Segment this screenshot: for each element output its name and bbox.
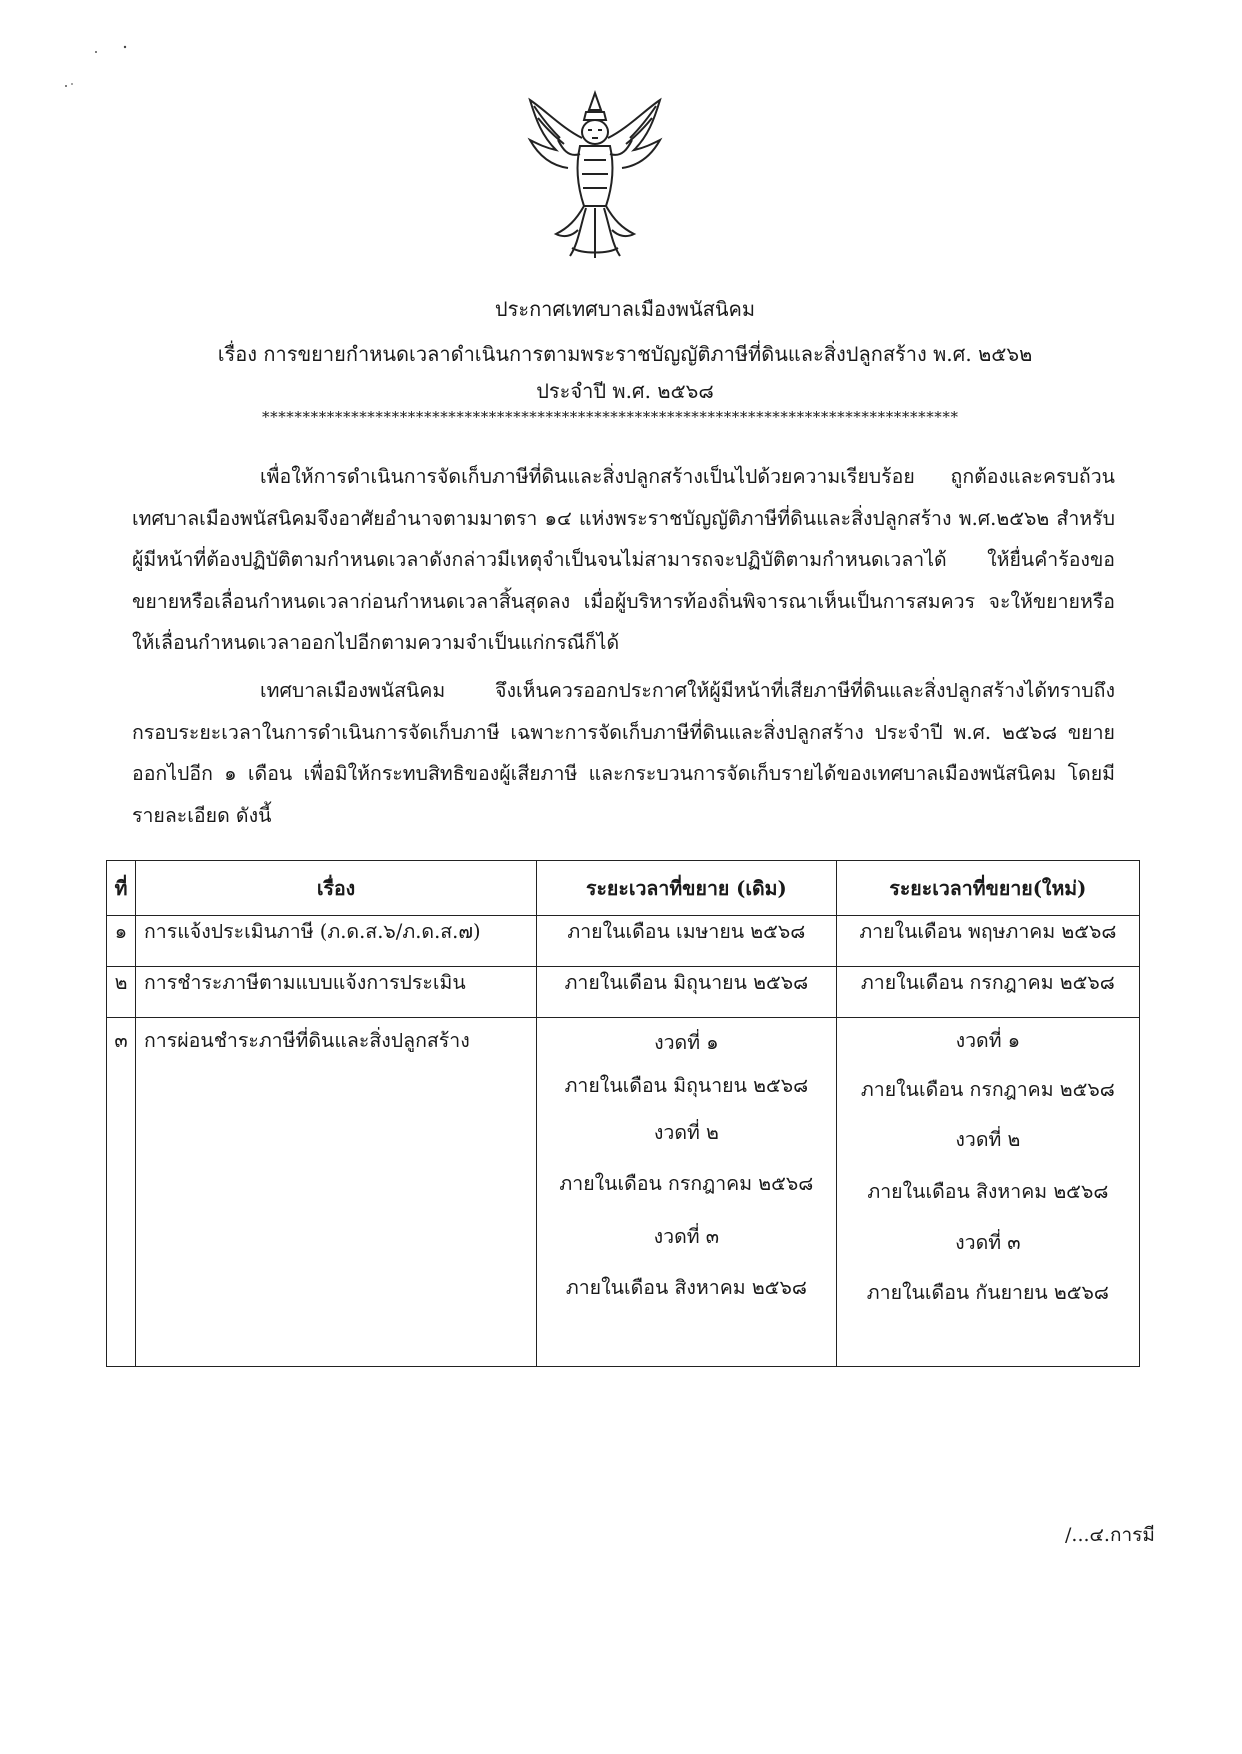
row-old-period: ภายในเดือน เมษายน ๒๕๖๘ <box>537 916 837 967</box>
row-subject-text: การผ่อนชำระภาษีที่ดินและสิ่งปลูกสร้าง <box>144 1029 470 1052</box>
table-row <box>107 967 1140 1018</box>
scan-specks <box>60 40 180 100</box>
installment-label: งวดที่ ๓ <box>955 1231 1021 1254</box>
announcement-year: ประจำปี พ.ศ. ๒๕๖๘ <box>536 379 714 403</box>
installment-label: งวดที่ ๓ <box>653 1225 720 1248</box>
row-number <box>107 1018 136 1367</box>
installment-label: งวดที่ ๑ <box>955 1029 1021 1052</box>
row-number: ๑ <box>107 916 136 967</box>
row-old-period: ภายในเดือน มิถุนายน ๒๕๖๘ <box>537 967 837 1018</box>
row-new-period <box>836 1018 1139 1367</box>
installment-period: ภายในเดือน สิงหาคม ๒๕๖๘ <box>565 1276 807 1299</box>
installment-period: ภายในเดือน กรกฎาคม ๒๕๖๘ <box>860 1078 1115 1101</box>
announcement-subject: เรื่อง การขยายกำหนดเวลาดำเนินการตามพระราชบัญญัติภาษีที่ดินและสิ่งปลูกสร้าง พ.ศ. ๒๕๖๒ <box>217 342 1033 366</box>
row-subject <box>136 1018 537 1367</box>
table-row <box>107 916 1140 967</box>
installment-period: ภายในเดือน กรกฎาคม ๒๕๖๘ <box>559 1172 814 1195</box>
row-number: ๒ <box>107 967 136 1018</box>
table-row <box>107 1018 1140 1367</box>
installment-label: งวดที่ ๒ <box>955 1128 1021 1151</box>
schedule-table <box>106 860 1140 1367</box>
separator-line: ************************************************************************************** <box>262 408 959 426</box>
row-old-period <box>537 1018 837 1367</box>
table-header-row <box>107 861 1140 916</box>
garuda-emblem-icon <box>520 88 670 263</box>
row-new-period: ภายในเดือน พฤษภาคม ๒๕๖๘ <box>836 916 1139 967</box>
body-paragraph-2: เทศบาลเมืองพนัสนิคม จึงเห็นควรออกประกาศให้ผู้มีหน้าที่เสียภาษีที่ดินและสิ่งปลูกสร้างได้ทราบถึงกรอบระยะเวลาในการดำเนินการจัดเก็บภาษี เฉพาะการจัดเก็บภาษีที่ดินและสิ่งปลูกสร้าง ประจำปี พ.ศ. ๒๕๖๘ ขยาย ออกไปอีก ๑ เดือน เพื่อมิให้กระทบสิทธิของผู้เสียภาษี และกระบวนการจัดเก็บรายได้ของเทศบาลเมืองพนัสนิคม โดยมีรายละเอียด ดังนี้ <box>132 679 1115 827</box>
header-new-period: ระยะเวลาที่ขยาย(ใหม่) <box>836 861 1139 916</box>
row-new-period: ภายในเดือน กรกฎาคม ๒๕๖๘ <box>836 967 1139 1018</box>
page-continuation: /...๔.การมี <box>1065 1524 1155 1546</box>
header-subject: เรื่อง <box>136 861 537 916</box>
header-no: ที่ <box>107 861 136 916</box>
row-subject: การชำระภาษีตามแบบแจ้งการประเมิน <box>136 967 537 1018</box>
announcement-title: ประกาศเทศบาลเมืองพนัสนิคม <box>494 297 756 321</box>
row-subject: การแจ้งประเมินภาษี (ภ.ด.ส.๖/ภ.ด.ส.๗) <box>136 916 537 967</box>
installment-period: ภายในเดือน กันยายน ๒๕๖๘ <box>866 1281 1109 1304</box>
header-old-period: ระยะเวลาที่ขยาย (เดิม) <box>537 861 837 916</box>
body-paragraph-1: เพื่อให้การดำเนินการจัดเก็บภาษีที่ดินและสิ่งปลูกสร้างเป็นไปด้วยความเรียบร้อย ถูกต้องและครบถ้วน เทศบาลเมืองพนัสนิคมจึงอาศัยอำนาจตามมาตรา ๑๔ แห่งพระราชบัญญัติภาษีที่ดินและสิ่งปลูกสร้าง พ.ศ.๒๕๖๒ สำหรับผู้มีหน้าที่ต้องปฏิบัติตามกำหนดเวลาดังกล่าวมีเหตุจำเป็นจนไม่สามารถจะปฏิบัติตามกำหนดเวลาได้ ให้ยื่นคำร้องขอขยายหรือเลื่อนกำหนดเวลาก่อนกำหนดเวลาสิ้นสุดลง เมื่อผู้บริหารท้องถิ่นพิจารณาเห็นเป็นการสมควร จะให้ขยายหรือให้เลื่อนกำหนดเวลาออกไปอีกตามความจำเป็นแก่กรณีก็ได้ <box>132 465 1115 654</box>
installment-period: ภายในเดือน สิงหาคม ๒๕๖๘ <box>867 1180 1109 1203</box>
installment-period: ภายในเดือน มิถุนายน ๒๕๖๘ <box>564 1074 809 1097</box>
installment-label: งวดที่ ๒ <box>653 1121 719 1144</box>
row-number-text: ๓ <box>114 1029 128 1052</box>
installment-label: งวดที่ ๑ <box>654 1031 719 1054</box>
